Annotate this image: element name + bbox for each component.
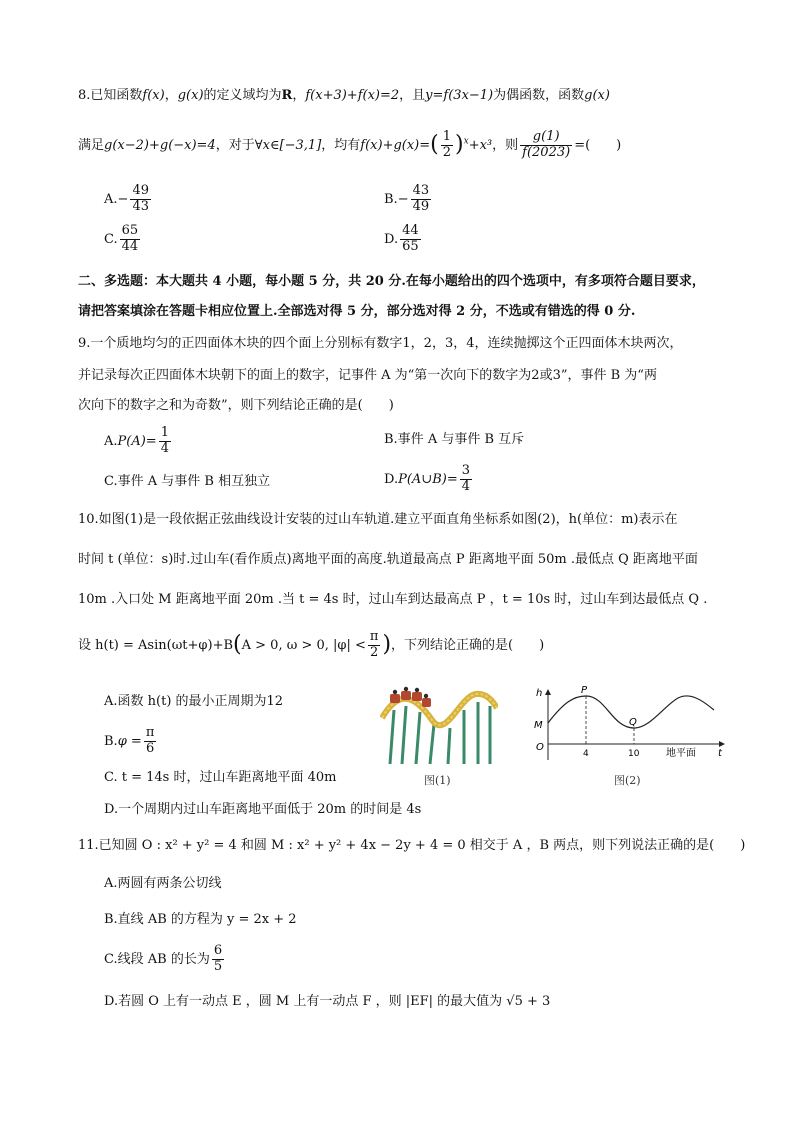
q9-stem-line3: 次向下的数字之和为奇数”，则下列结论正确的是( ) (78, 398, 394, 413)
q8-option-b: B.− $\frac{43}{49}$ (384, 183, 430, 214)
h-axis-label: h (536, 688, 543, 699)
q10-stem-line1: 10.如图(1)是一段依据正弦曲线设计安装的过山车轨道.建立平面直角坐标系如图(2)，h(单位：m)表示在 (78, 512, 678, 527)
q9-option-d: D.P(A∪B)= $\frac{3}{4}$ (384, 463, 470, 494)
t-axis-label: t (718, 748, 722, 759)
origin-label: O (536, 742, 544, 753)
figure2-caption: 图(2) (614, 774, 641, 787)
q8-option-d: D. $\frac{44}{65}$ (384, 223, 419, 254)
q8-stem-line1: 8.已知函数f(x)，g(x)的定义域均为R，f(x+3)+f(x)=2，且y=f(3x−1)为偶函数，函数g(x) (78, 88, 610, 103)
point-p-label: P (581, 685, 588, 696)
q9-option-c: C.事件 A 与事件 B 相互独立 (104, 474, 271, 489)
q8-option-c: C. $\frac{65}{44}$ (104, 223, 139, 254)
q10-option-d: D.一个周期内过山车距离地平面低于 20m 的时间是 4s (104, 802, 422, 817)
ground-label: 地平面 (666, 748, 696, 759)
roller-coaster-illustration (380, 684, 498, 766)
q11-option-a: A.两圆有两条公切线 (104, 876, 222, 891)
q10-stem-line3: 10m .入口处 M 距离地平面 20m .当 t = 4s 时，过山车到达最高点 P ，t = 10s 时，过山车到达最低点 Q . (78, 592, 708, 607)
q11-stem: 11.已知圆 O : x² + y² = 4 和圆 M : x² + y² + 4x − 2y + 4 = 0 相交于 A ，B 两点，则下列说法正确的是( ) (78, 838, 746, 853)
q10-option-b: B.φ = $\frac{\pi}{6}$ (104, 725, 155, 756)
tick-10-label: 10 (628, 749, 640, 759)
q10-option-a: A.函数 h(t) 的最小正周期为12 (104, 694, 284, 709)
height-time-graph (530, 684, 730, 764)
tick-4-label: 4 (583, 749, 589, 759)
q11-option-d: D.若圆 O 上有一动点 E ，圆 M 上有一动点 F ，则 |EF| 的最大值为 √5 + 3 (104, 994, 551, 1009)
q8-option-a: A.− $\frac{49}{43}$ (104, 183, 149, 214)
point-m-label: M (534, 720, 543, 731)
figure1-caption: 图(1) (424, 774, 451, 787)
q8-stem-line2: 满足g(x−2)+g(−x)=4，对于∀x∈[−3,1]，均有f(x)+g(x)=( $\frac{1}{2}$ )$^x$+x³，则 $\frac{g(1)}{f(2023)}$ =( ) (78, 129, 622, 160)
point-q-label: Q (629, 717, 637, 728)
q9-stem-line2: 并记录每次正四面体木块朝下的面上的数字，记事件 A 为“第一次向下的数字为2或3”，事件 B 为“两 (78, 368, 657, 383)
q9-option-a: A.P(A)= $\frac{1}{4}$ (104, 425, 169, 456)
section2-header-line1: 二、多选题：本大题共 4 小题，每小题 5 分，共 20 分.在每小题给出的四个选项中，有多项符合题目要求， (78, 274, 705, 289)
q10-stem-line2: 时间 t (单位：s)时.过山车(看作质点)离地平面的高度.轨道最高点 P 距离地平面 50m .最低点 Q 距离地平面 (78, 552, 698, 567)
q10-option-c: C. t = 14s 时，过山车距离地平面 40m (104, 770, 337, 785)
section2-header-line2: 请把答案填涂在答题卡相应位置上.全部选对得 5 分，部分选对得 2 分，不选或有错选的得 0 分. (78, 304, 636, 319)
q11-option-b: B.直线 AB 的方程为 y = 2x + 2 (104, 912, 297, 927)
q10-stem-line4: 设 h(t) = Asin(ωt+φ)+B(A > 0, ω > 0, |φ| < $\frac{\pi}{2}$ )，下列结论正确的是( ) (78, 629, 545, 660)
q9-stem-line1: 9.一个质地均匀的正四面体木块的四个面上分别标有数字1，2，3，4，连续抛掷这个正四面体木块两次， (78, 336, 683, 351)
q11-option-c: C.线段 AB 的长为 $\frac{6}{5}$ (104, 943, 223, 974)
q9-option-b: B.事件 A 与事件 B 互斥 (384, 432, 525, 447)
